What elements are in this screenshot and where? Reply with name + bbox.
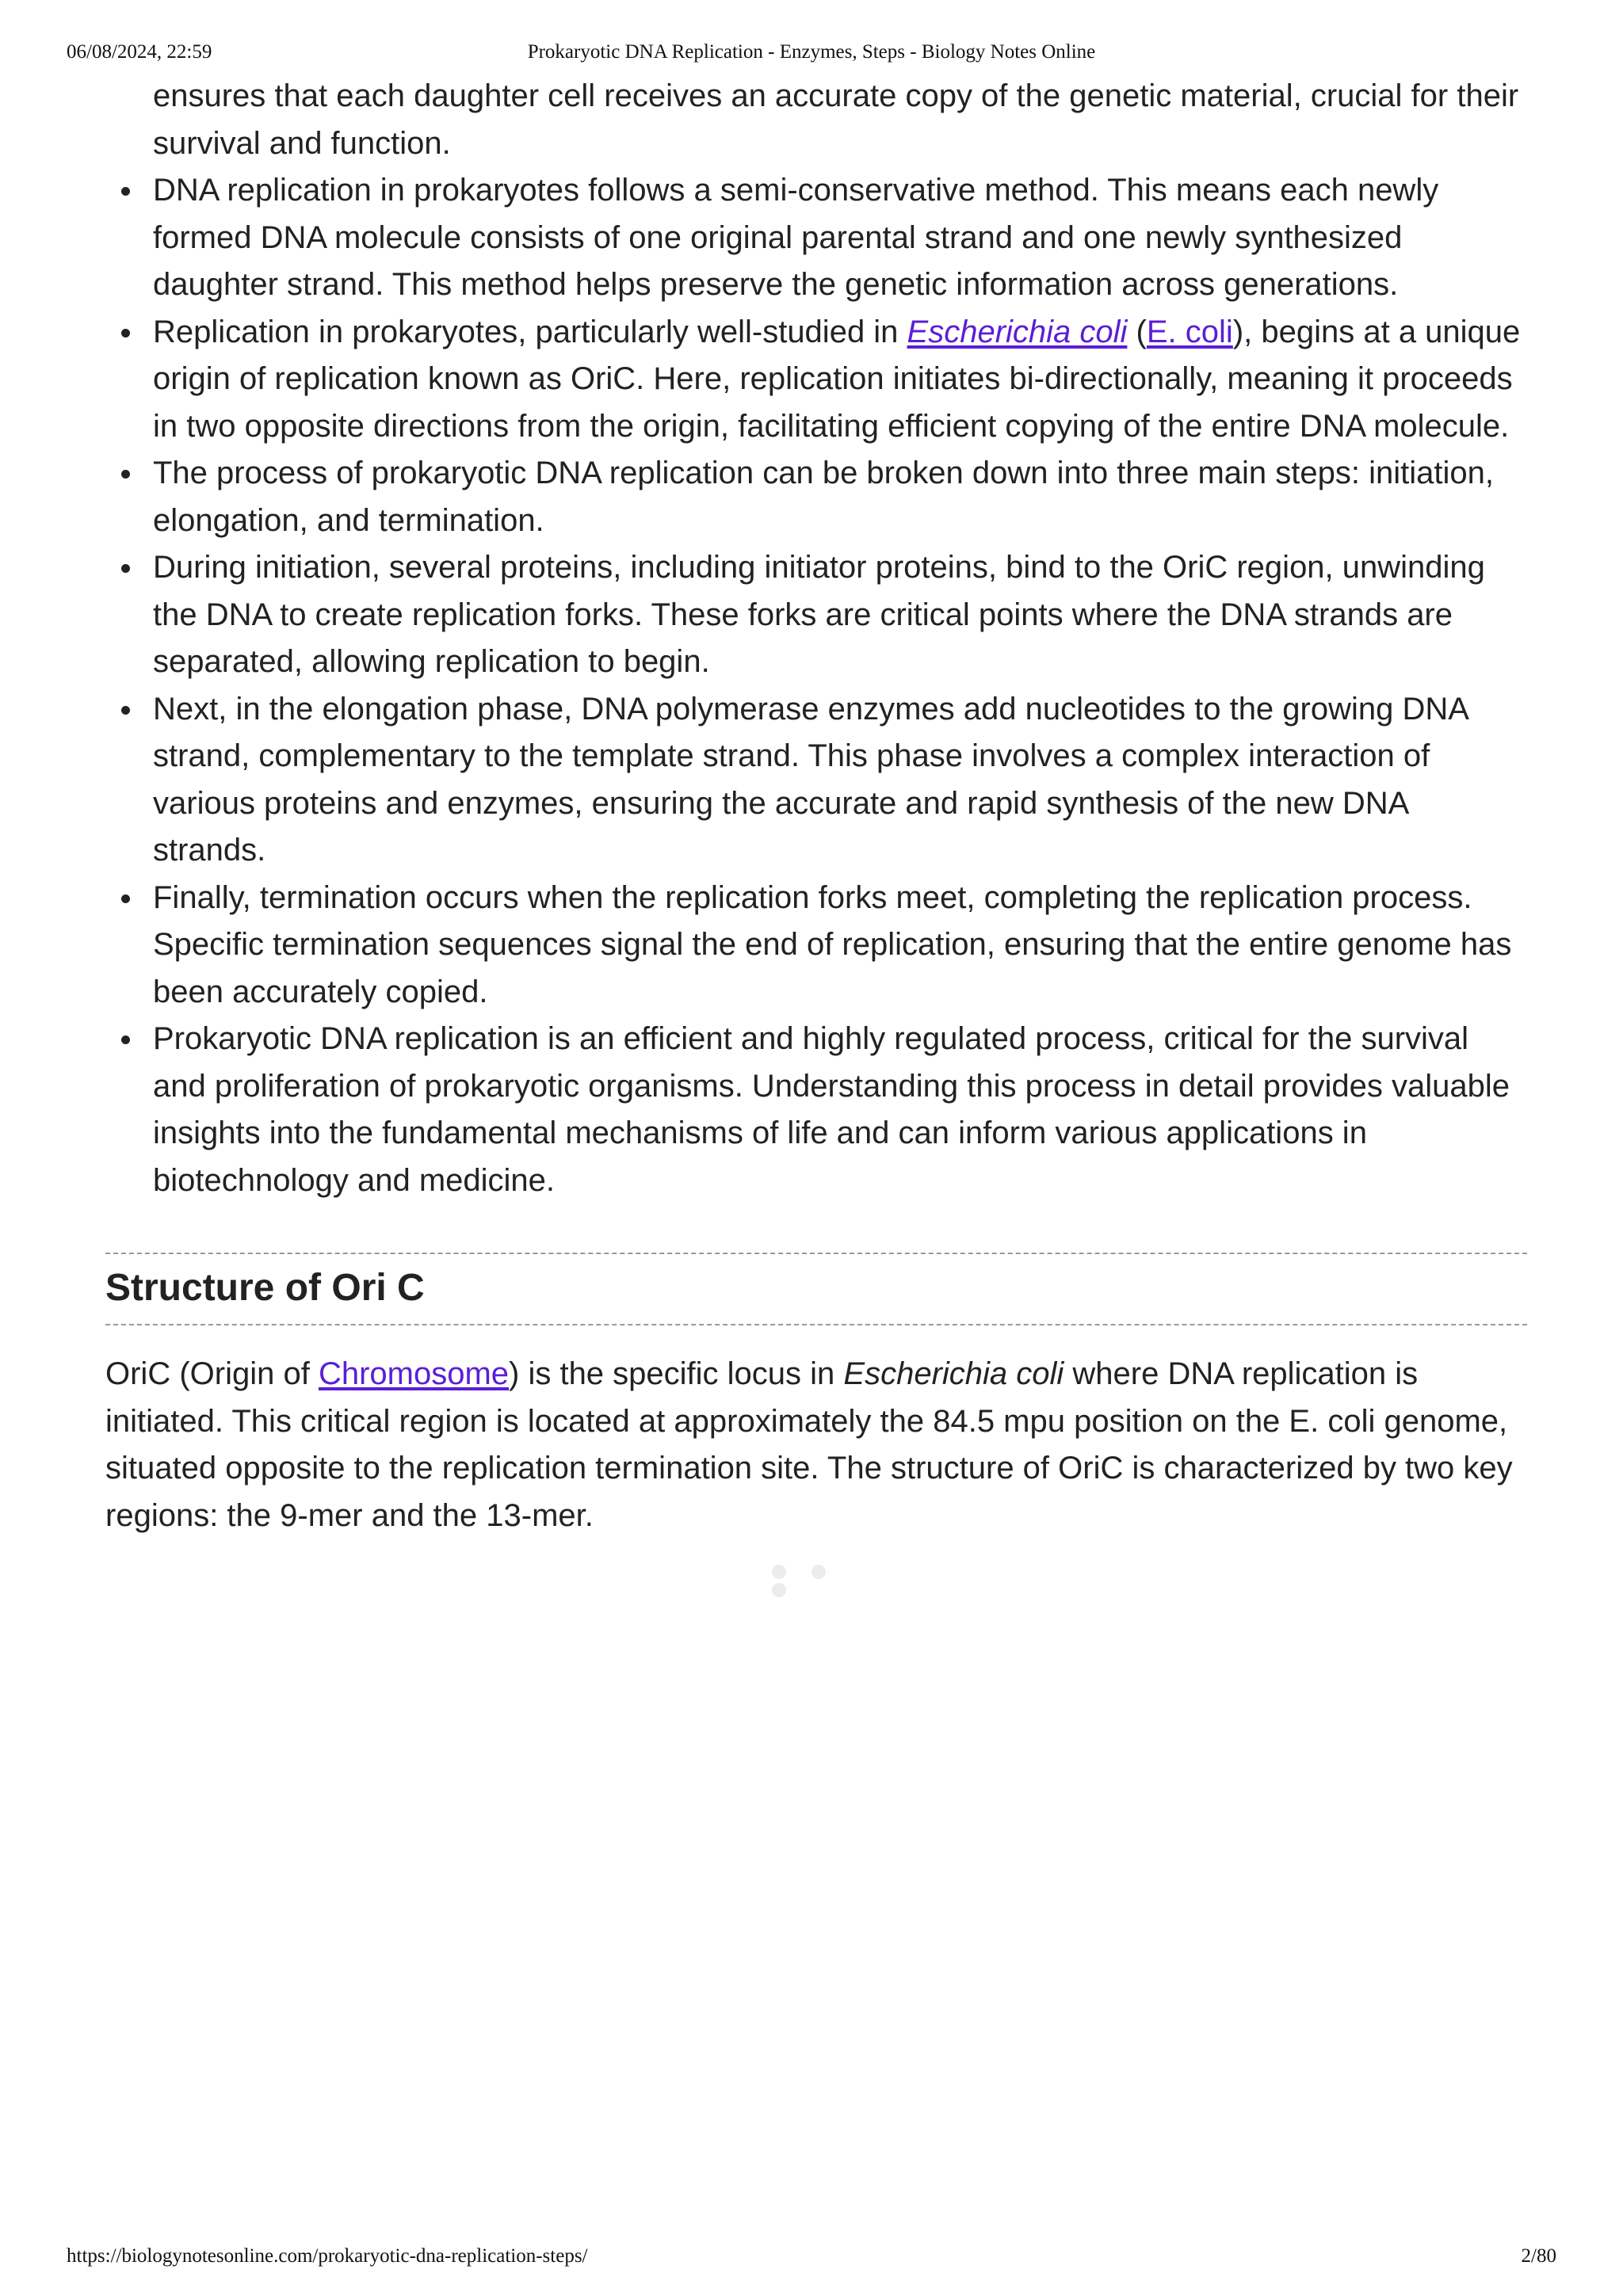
- print-header: [67, 41, 1556, 67]
- loading-dot: [772, 1565, 786, 1579]
- paragraph-italic-text: Escherichia coli: [843, 1356, 1064, 1391]
- list-item: Prokaryotic DNA replication is an efficient and highly regulated process, critical for the survival and proliferation of prokaryotic organisms. Understanding this process in detail provides valuable insights into the fundamental mechanisms of life and can inform various applications in biotechnology and medicine.: [153, 1016, 1527, 1204]
- list-item-text: (: [1127, 314, 1147, 349]
- list-item: The process of prokaryotic DNA replication can be broken down into three main steps: initiation, elongation, and termination.: [153, 450, 1527, 544]
- escherichia-coli-link[interactable]: Escherichia coli: [907, 314, 1128, 349]
- list-item: [153, 309, 1527, 451]
- paragraph-text: OriC (Origin of: [105, 1356, 319, 1391]
- page-url: https://biologynotesonline.com/prokaryotic-dna-replication-steps/: [67, 2245, 588, 2267]
- paragraph-text: where DNA replication is initiated. This critical region is located at approximately the 84.5 mpu position on the E. coli genome, situated opposite to the replication termination site. The structure of OriC is characterized by two key regions: the 9-mer and the 13-mer.: [105, 1356, 1513, 1533]
- article-content: [105, 73, 1527, 1539]
- print-datetime: 06/08/2024, 22:59: [67, 41, 212, 63]
- list-item: DNA replication in prokaryotes follows a semi-conservative method. This means each newly formed DNA molecule consists of one original parental strand and one newly synthesized daughter strand. This method helps preserve the genetic information across generations.: [153, 167, 1527, 309]
- loading-dots-icon: [772, 1565, 859, 1581]
- list-item: Next, in the elongation phase, DNA polymerase enzymes add nucleotides to the growing DNA strand, complementary to the template strand. This phase involves a complex interaction of various proteins and enzymes, ensuring the accurate and rapid synthesis of the new DNA strands.: [153, 686, 1527, 875]
- list-item-continuation: ensures that each daughter cell receives an accurate copy of the genetic material, crucial for their survival and function.: [153, 78, 1519, 161]
- bullet-list: [105, 73, 1527, 1204]
- list-item-text: Replication in prokaryotes, particularly well-studied in: [153, 314, 907, 349]
- section-paragraph: [105, 1351, 1527, 1539]
- e-coli-link[interactable]: E. coli: [1146, 314, 1233, 349]
- page-number: 2/80: [1521, 2245, 1556, 2267]
- print-footer: [67, 2245, 1556, 2271]
- list-item: Finally, termination occurs when the replication forks meet, completing the replication process. Specific termination sequences signal the end of replication, ensuring that the entire genome has been accurately copied.: [153, 875, 1527, 1016]
- list-item: During initiation, several proteins, including initiator proteins, bind to the OriC region, unwinding the DNA to create replication forks. These forks are critical points where the DNA strands are separated, allowing replication to begin.: [153, 544, 1527, 686]
- paragraph-text: ) is the specific locus in: [509, 1356, 844, 1391]
- chromosome-link[interactable]: Chromosome: [318, 1356, 510, 1391]
- section-heading-block: [105, 1253, 1527, 1325]
- print-page-title: Prokaryotic DNA Replication - Enzymes, Steps - Biology Notes Online: [527, 41, 1096, 63]
- list-item-text: ), begins at a unique origin of replication known as OriC. Here, replication initiates bi-directionally, meaning it proceeds in two opposite directions from the origin, facilitating efficient copying of the entire DNA molecule.: [153, 314, 1521, 444]
- loading-dot: [772, 1583, 786, 1597]
- loading-dot: [812, 1565, 826, 1579]
- section-heading: Structure of Ori C: [105, 1267, 425, 1309]
